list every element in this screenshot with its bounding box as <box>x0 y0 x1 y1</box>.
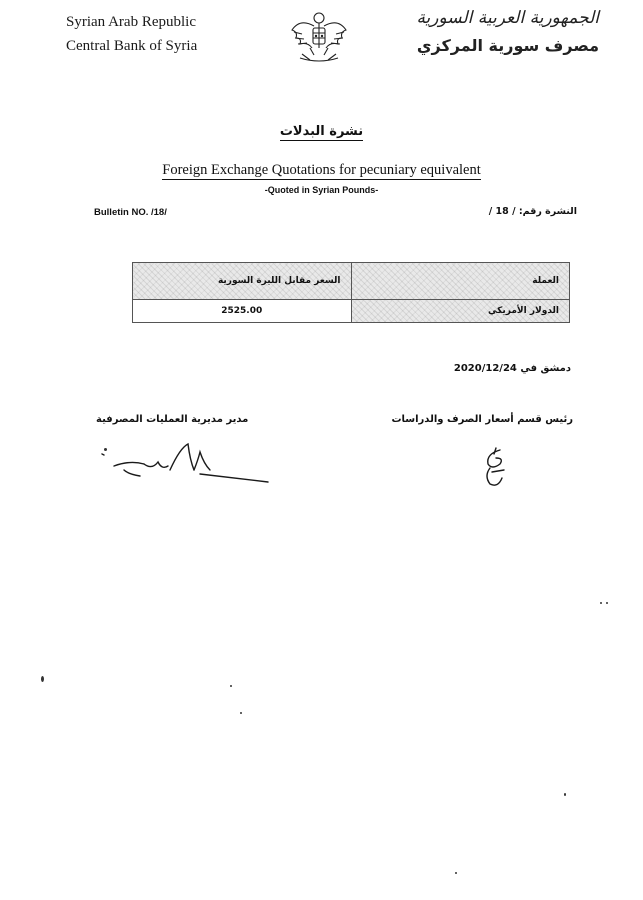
right-signature-icon <box>478 446 514 490</box>
issue-date: دمشق في 2020/12/24 <box>453 363 571 374</box>
table-row <box>133 300 570 323</box>
scan-speck <box>41 676 44 682</box>
bank-name-en: Central Bank of Syria <box>66 38 198 54</box>
banking-operations-director-title: مدير مديرية العمليات المصرفية <box>96 414 249 425</box>
bank-name-ar: مصرف سورية المركزي <box>416 36 599 55</box>
exchange-rate-table <box>132 262 570 323</box>
bulletin-title-en: Foreign Exchange Quotations for pecuniary equivalent <box>162 162 481 178</box>
country-name-ar: الجمهورية العربية السورية <box>416 8 599 28</box>
rate-column-header: السعر مقابل الليرة السورية <box>133 263 352 300</box>
currency-name: الدولار الأمريكي <box>351 300 570 323</box>
rate-value: 2525.00 <box>133 300 352 323</box>
currency-column-header: العملة <box>351 263 570 300</box>
scan-speck <box>240 712 242 714</box>
scan-speck <box>564 793 566 796</box>
bulletin-title-ar: نشرة البدلات <box>279 124 364 139</box>
table-header-row <box>133 263 570 300</box>
scan-speck <box>606 602 608 604</box>
scan-speck <box>104 448 107 451</box>
bulletin-number-en: Bulletin NO. /18/ <box>94 207 167 218</box>
scan-speck <box>600 602 602 604</box>
scan-speck <box>455 872 457 874</box>
bulletin-number-ar: النشرة رقم: / 18 / <box>488 206 577 217</box>
country-name-en: Syrian Arab Republic <box>66 14 196 30</box>
left-signature-icon <box>100 440 272 486</box>
eagle-emblem-icon <box>288 8 350 64</box>
bulletin-subtitle: -Quoted in Syrian Pounds- <box>264 185 379 195</box>
exchange-rates-head-title: رئيس قسم أسعار الصرف والدراسات <box>391 414 573 425</box>
scan-speck <box>230 685 232 687</box>
